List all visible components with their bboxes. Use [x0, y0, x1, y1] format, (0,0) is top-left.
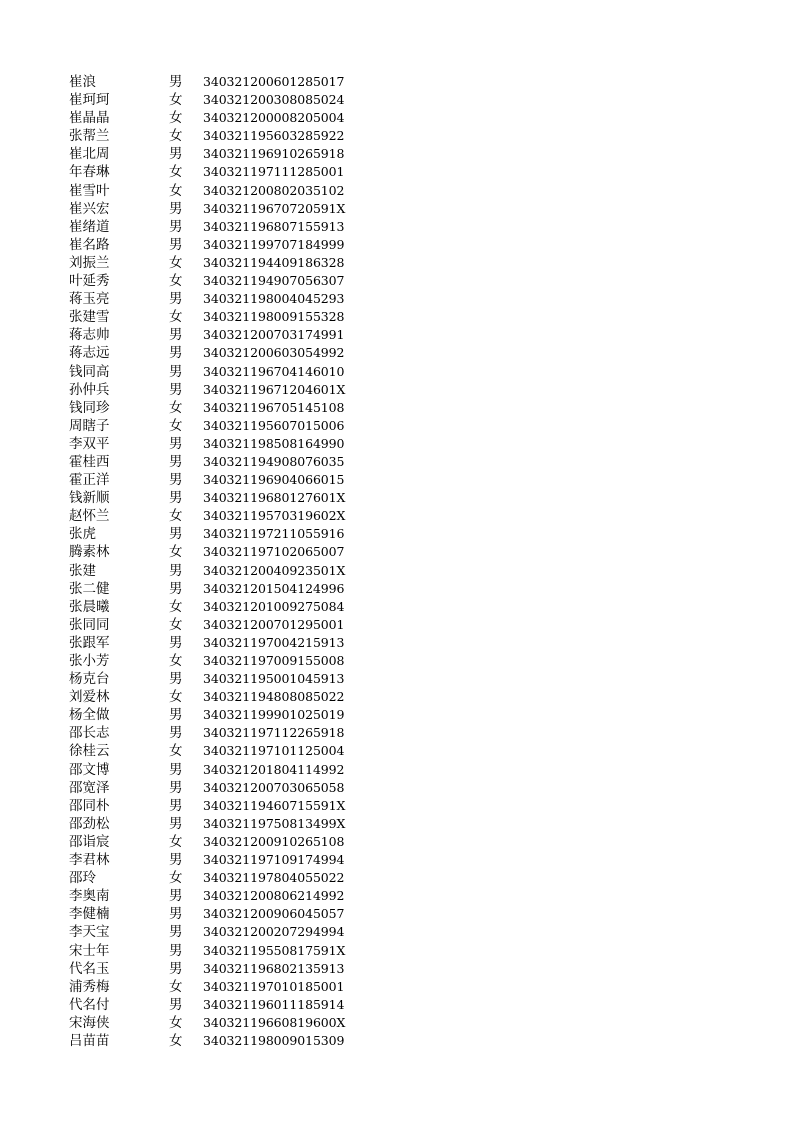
- name-cell: 邵同朴: [69, 797, 110, 814]
- id-number-cell: 340321195001045913: [203, 671, 345, 687]
- table-row: [69, 435, 389, 453]
- gender-cell: 男: [169, 960, 183, 977]
- gender-cell: 男: [169, 924, 183, 941]
- name-cell: 霍桂西: [69, 453, 110, 470]
- gender-cell: 男: [169, 200, 183, 217]
- name-cell: 钱同珍: [69, 399, 110, 416]
- name-cell: 崔晶晶: [69, 110, 110, 127]
- id-number-cell: 340321194409186328: [203, 254, 345, 270]
- table-row: [69, 272, 389, 290]
- id-number-cell: 340321200906045057: [203, 906, 345, 922]
- id-number-cell: 340321197112265918: [203, 725, 345, 741]
- table-row: [69, 779, 389, 797]
- id-number-cell: 340321197211055916: [203, 526, 345, 542]
- table-row: [69, 399, 389, 417]
- gender-cell: 男: [169, 562, 183, 579]
- table-row: [69, 761, 389, 779]
- table-row: [69, 236, 389, 254]
- id-number-cell: 340321197109174994: [203, 852, 345, 868]
- gender-cell: 男: [169, 815, 183, 832]
- id-number-cell: 340321197111285001: [203, 164, 345, 180]
- table-row: [69, 797, 389, 815]
- name-cell: 李天宝: [69, 924, 110, 941]
- gender-cell: 女: [169, 1032, 183, 1049]
- id-number-cell: 340321195607015006: [203, 417, 345, 433]
- table-row: [69, 706, 389, 724]
- gender-cell: 女: [169, 128, 183, 145]
- name-cell: 叶延秀: [69, 273, 110, 290]
- table-row: [69, 254, 389, 272]
- gender-cell: 女: [169, 598, 183, 615]
- id-number-cell: 340321200703065058: [203, 779, 345, 795]
- name-cell: 钱同高: [69, 363, 110, 380]
- table-row: [69, 507, 389, 525]
- gender-cell: 男: [169, 345, 183, 362]
- id-number-cell: 34032119670720591X: [203, 200, 346, 216]
- name-cell: 周瞎子: [69, 417, 110, 434]
- gender-cell: 男: [169, 761, 183, 778]
- id-number-cell: 340321200910265108: [203, 833, 345, 849]
- name-cell: 邵诣宸: [69, 833, 110, 850]
- table-row: [69, 73, 389, 91]
- id-number-cell: 34032119750813499X: [203, 815, 346, 831]
- table-row: [69, 1014, 389, 1032]
- id-number-cell: 340321194908076035: [203, 453, 345, 469]
- name-cell: 张跟军: [69, 634, 110, 651]
- table-row: [69, 417, 389, 435]
- table-row: [69, 742, 389, 760]
- table-row: [69, 815, 389, 833]
- table-row: [69, 978, 389, 996]
- gender-cell: 男: [169, 671, 183, 688]
- table-row: [69, 562, 389, 580]
- name-cell: 霍正洋: [69, 472, 110, 489]
- name-cell: 代名付: [69, 996, 110, 1013]
- gender-cell: 女: [169, 653, 183, 669]
- gender-cell: 女: [169, 309, 183, 326]
- name-cell: 李君林: [69, 852, 110, 869]
- id-number-cell: 34032119550817591X: [203, 942, 346, 958]
- table-row: [69, 543, 389, 561]
- name-cell: 邵玲: [69, 870, 96, 887]
- gender-cell: 男: [169, 146, 183, 163]
- gender-cell: 男: [169, 888, 183, 905]
- table-row: [69, 688, 389, 706]
- name-cell: 崔北周: [69, 146, 110, 163]
- table-row: [69, 363, 389, 381]
- table-row: [69, 1032, 389, 1050]
- name-cell: 崔雪叶: [69, 182, 110, 199]
- gender-cell: 女: [169, 399, 183, 416]
- id-number-cell: 34032119570319602X: [203, 508, 346, 524]
- gender-cell: 女: [169, 273, 183, 290]
- gender-cell: 男: [169, 996, 183, 1013]
- id-number-cell: 340321197004215913: [203, 634, 345, 650]
- id-number-cell: 34032120040923501X: [203, 562, 346, 578]
- table-row: [69, 381, 389, 399]
- gender-cell: 男: [169, 942, 183, 959]
- gender-cell: 女: [169, 544, 183, 561]
- id-number-cell: 340321200806214992: [203, 888, 345, 904]
- name-cell: 钱新顺: [69, 490, 110, 507]
- gender-cell: 男: [169, 634, 183, 651]
- id-number-cell: 340321201504124996: [203, 580, 345, 596]
- name-cell: 邵文博: [69, 761, 110, 778]
- id-number-cell: 340321194907056307: [203, 273, 345, 289]
- gender-cell: 男: [169, 291, 183, 308]
- gender-cell: 女: [169, 870, 183, 887]
- id-number-cell: 340321196705145108: [203, 399, 345, 415]
- name-cell: 蒋志帅: [69, 327, 110, 344]
- id-number-cell: 340321197010185001: [203, 978, 345, 994]
- table-row: [69, 290, 389, 308]
- id-number-cell: 340321198508164990: [203, 435, 345, 451]
- id-number-cell: 340321200802035102: [203, 182, 345, 198]
- id-number-cell: 340321197009155008: [203, 653, 345, 668]
- table-row: [69, 887, 389, 905]
- gender-cell: 女: [169, 508, 183, 525]
- name-cell: 邵劲松: [69, 815, 110, 832]
- name-cell: 赵怀兰: [69, 508, 110, 525]
- table-row: [69, 163, 389, 181]
- gender-cell: 女: [169, 1014, 183, 1031]
- id-number-cell: 340321196802135913: [203, 960, 345, 976]
- table-row: [69, 851, 389, 869]
- table-row: [69, 109, 389, 127]
- id-number-cell: 340321196904066015: [203, 472, 345, 488]
- table-row: [69, 942, 389, 960]
- id-number-cell: 340321200601285017: [203, 74, 345, 89]
- gender-cell: 男: [169, 236, 183, 253]
- name-cell: 张建: [69, 562, 96, 579]
- name-cell: 崔珂珂: [69, 92, 110, 109]
- name-cell: 崔兴宏: [69, 200, 110, 217]
- gender-cell: 女: [169, 833, 183, 850]
- id-number-cell: 340321198009015309: [203, 1032, 345, 1048]
- name-cell: 杨克台: [69, 671, 110, 688]
- name-cell: 张同同: [69, 616, 110, 633]
- gender-cell: 男: [169, 580, 183, 597]
- name-cell: 蒋玉亮: [69, 291, 110, 308]
- gender-cell: 男: [169, 797, 183, 814]
- table-row: [69, 489, 389, 507]
- table-row: [69, 580, 389, 598]
- name-cell: 崔浪: [69, 74, 96, 90]
- name-cell: 孙仲兵: [69, 381, 110, 398]
- gender-cell: 女: [169, 743, 183, 760]
- gender-cell: 男: [169, 74, 183, 90]
- id-number-cell: 34032119671204601X: [203, 381, 346, 397]
- id-number-cell: 340321197804055022: [203, 870, 345, 886]
- name-cell: 代名玉: [69, 960, 110, 977]
- name-cell: 张晨曦: [69, 598, 110, 615]
- id-number-cell: 340321200207294994: [203, 924, 345, 940]
- id-number-cell: 340321196704146010: [203, 363, 345, 379]
- gender-cell: 男: [169, 906, 183, 923]
- table-row: [69, 598, 389, 616]
- table-row: [69, 471, 389, 489]
- table-row: [69, 127, 389, 145]
- id-number-cell: 340321200308085024: [203, 92, 345, 108]
- gender-cell: 男: [169, 218, 183, 235]
- table-row: [69, 996, 389, 1014]
- gender-cell: 男: [169, 327, 183, 344]
- gender-cell: 女: [169, 417, 183, 434]
- gender-cell: 男: [169, 435, 183, 452]
- name-cell: 年春琳: [69, 164, 110, 181]
- gender-cell: 男: [169, 852, 183, 869]
- name-cell: 崔绪道: [69, 218, 110, 235]
- table-row: [69, 200, 389, 218]
- table-row: [69, 724, 389, 742]
- name-cell: 张帮兰: [69, 128, 110, 145]
- id-number-cell: 340321196011185914: [203, 996, 345, 1012]
- id-number-cell: 34032119680127601X: [203, 490, 346, 506]
- gender-cell: 男: [169, 490, 183, 507]
- table-row: [69, 453, 389, 471]
- name-cell: 张小芳: [69, 653, 110, 669]
- name-cell: 崔名路: [69, 236, 110, 253]
- id-number-cell: 34032119660819600X: [203, 1014, 346, 1030]
- name-cell: 张二健: [69, 580, 110, 597]
- table-row: [69, 91, 389, 109]
- record-table: [69, 73, 389, 1050]
- gender-cell: 男: [169, 363, 183, 380]
- name-cell: 张虎: [69, 526, 96, 543]
- gender-cell: 男: [169, 707, 183, 724]
- id-number-cell: 340321199707184999: [203, 236, 345, 252]
- table-row: [69, 634, 389, 652]
- id-number-cell: 340321194808085022: [203, 689, 345, 705]
- gender-cell: 女: [169, 164, 183, 181]
- gender-cell: 女: [169, 92, 183, 109]
- id-number-cell: 340321200603054992: [203, 345, 345, 361]
- gender-cell: 男: [169, 779, 183, 796]
- table-row: [69, 652, 389, 670]
- name-cell: 浦秀梅: [69, 978, 110, 995]
- table-row: [69, 145, 389, 163]
- table-row: [69, 308, 389, 326]
- name-cell: 腾素林: [69, 544, 110, 561]
- id-number-cell: 340321198004045293: [203, 291, 345, 307]
- table-row: [69, 218, 389, 236]
- table-row: [69, 344, 389, 362]
- id-number-cell: 340321197101125004: [203, 743, 345, 759]
- gender-cell: 男: [169, 526, 183, 543]
- name-cell: 徐桂云: [69, 743, 110, 760]
- name-cell: 李健楠: [69, 906, 110, 923]
- id-number-cell: 340321198009155328: [203, 309, 345, 325]
- id-number-cell: 340321200701295001: [203, 616, 345, 632]
- table-row: [69, 869, 389, 887]
- name-cell: 邵长志: [69, 725, 110, 742]
- id-number-cell: 340321200703174991: [203, 327, 345, 343]
- name-cell: 刘振兰: [69, 254, 110, 271]
- table-row: [69, 616, 389, 634]
- gender-cell: 男: [169, 472, 183, 489]
- id-number-cell: 340321196807155913: [203, 218, 345, 234]
- name-cell: 杨全做: [69, 707, 110, 724]
- table-row: [69, 182, 389, 200]
- name-cell: 邵宽泽: [69, 779, 110, 796]
- id-number-cell: 340321200008205004: [203, 110, 345, 126]
- table-row: [69, 525, 389, 543]
- table-row: [69, 923, 389, 941]
- table-row: [69, 905, 389, 923]
- id-number-cell: 34032119460715591X: [203, 797, 346, 813]
- gender-cell: 女: [169, 110, 183, 127]
- gender-cell: 男: [169, 725, 183, 742]
- gender-cell: 男: [169, 381, 183, 398]
- table-row: [69, 326, 389, 344]
- name-cell: 吕苗苗: [69, 1032, 110, 1049]
- table-row: [69, 960, 389, 978]
- id-number-cell: 340321196910265918: [203, 146, 345, 162]
- gender-cell: 男: [169, 453, 183, 470]
- name-cell: 李奥南: [69, 888, 110, 905]
- name-cell: 宋海侠: [69, 1014, 110, 1031]
- gender-cell: 女: [169, 254, 183, 271]
- table-row: [69, 670, 389, 688]
- gender-cell: 女: [169, 689, 183, 706]
- id-number-cell: 340321199901025019: [203, 707, 345, 723]
- id-number-cell: 340321195603285922: [203, 128, 345, 144]
- gender-cell: 女: [169, 616, 183, 633]
- id-number-cell: 340321201009275084: [203, 598, 345, 614]
- name-cell: 张建雪: [69, 309, 110, 326]
- name-cell: 李双平: [69, 435, 110, 452]
- gender-cell: 女: [169, 978, 183, 995]
- name-cell: 蒋志远: [69, 345, 110, 362]
- id-number-cell: 340321201804114992: [203, 761, 345, 777]
- name-cell: 刘爱林: [69, 689, 110, 706]
- gender-cell: 女: [169, 182, 183, 199]
- id-number-cell: 340321197102065007: [203, 544, 345, 560]
- table-row: [69, 833, 389, 851]
- name-cell: 宋士年: [69, 942, 110, 959]
